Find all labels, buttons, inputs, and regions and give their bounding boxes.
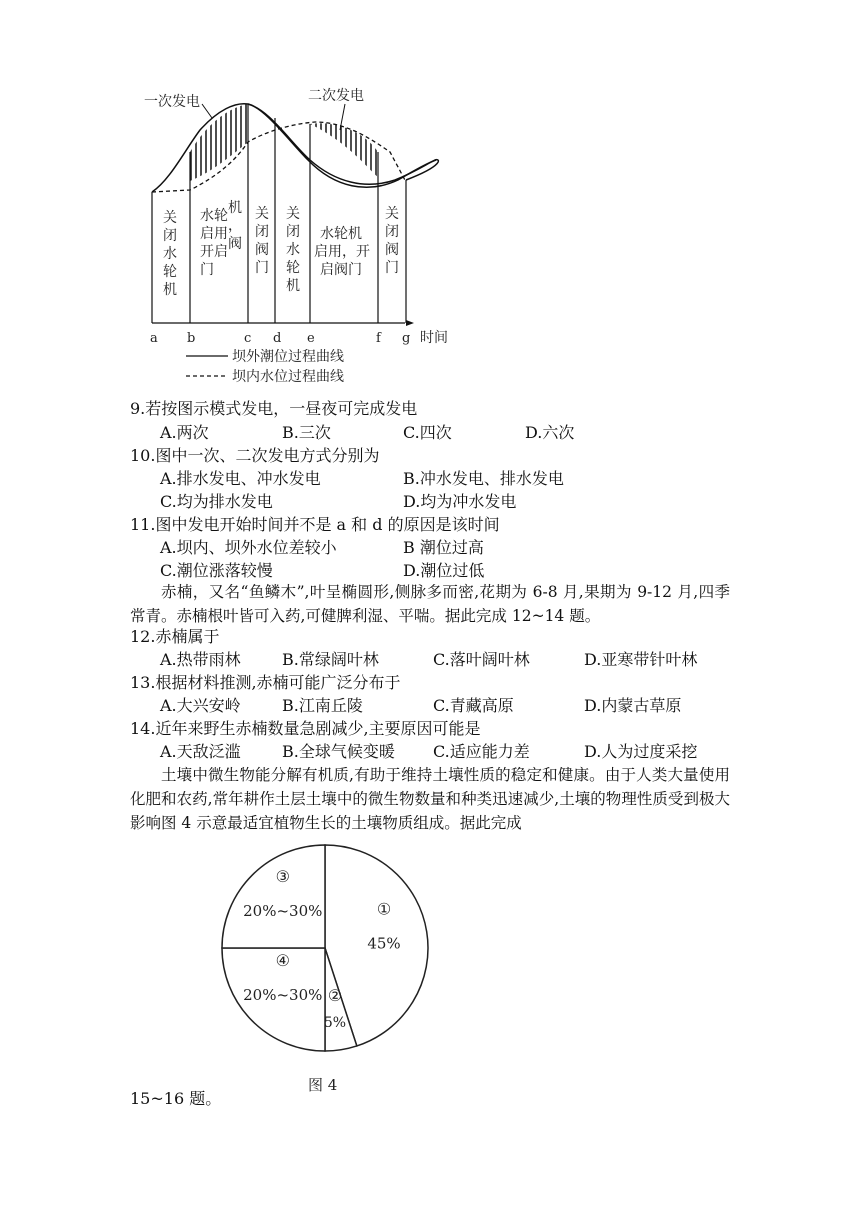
first-generation-hatch	[190, 104, 248, 181]
pie-slice-name-2: ②	[327, 986, 343, 1006]
svg-text:阀: 阀	[255, 242, 269, 258]
question-13-stem: 13.根据材料推测,赤楠可能广泛分布于	[130, 673, 401, 692]
svg-text:门: 门	[200, 262, 214, 278]
svg-text:机: 机	[163, 282, 177, 298]
zone-2-label: 水	[200, 208, 214, 224]
svg-text:阀: 阀	[228, 236, 242, 252]
q9-option-b[interactable]: B.三次	[282, 423, 331, 442]
q9-option-a[interactable]: A.两次	[160, 423, 209, 442]
svg-text:启阀门: 启阀门	[320, 262, 362, 278]
q11-option-d[interactable]: D.潮位过低	[403, 561, 485, 580]
svg-text:启用，开: 启用，开	[314, 244, 370, 260]
tick-b: b	[187, 331, 196, 346]
q14-option-d[interactable]: D.人为过度采挖	[584, 742, 698, 761]
legend-solid: 坝外潮位过程曲线	[232, 349, 344, 365]
question-12-stem: 12.赤楠属于	[130, 627, 220, 646]
q14-option-b[interactable]: B.全球气候变暖	[282, 742, 395, 761]
tick-f: f	[376, 331, 381, 346]
second-generation-hatch	[310, 123, 378, 177]
zone-3-label: 关	[255, 206, 269, 222]
question-14-stem: 14.近年来野生赤楠数量急剧减少,主要原因可能是	[130, 719, 481, 738]
zone-6-label: 关	[385, 206, 399, 222]
svg-text:水: 水	[286, 242, 300, 258]
svg-text:开: 开	[200, 244, 214, 260]
q11-option-a[interactable]: A.坝内、坝外水位差较小	[160, 538, 337, 557]
svg-text:用: 用	[214, 226, 228, 242]
q11-option-b[interactable]: B 潮位过高	[403, 538, 484, 557]
soil-composition-pie	[220, 840, 440, 1100]
pie-slice-label-1: 45%	[367, 934, 401, 953]
q13-option-a[interactable]: A.大兴安岭	[160, 696, 241, 715]
q11-option-c[interactable]: C.潮位涨落较慢	[160, 561, 273, 580]
svg-text:机: 机	[286, 278, 300, 294]
svg-text:闭: 闭	[385, 224, 399, 240]
question-9-stem: 9.若按图示模式发电，一昼夜可完成发电	[130, 399, 418, 418]
svg-text:轮: 轮	[286, 260, 300, 276]
tick-a: a	[150, 331, 158, 346]
q14-option-c[interactable]: C.适应能力差	[433, 742, 530, 761]
q13-option-b[interactable]: B.江南丘陵	[282, 696, 363, 715]
svg-text:闭: 闭	[163, 228, 177, 244]
q12-option-a[interactable]: A.热带雨林	[160, 650, 241, 669]
q13-option-d[interactable]: D.内蒙古草原	[584, 696, 682, 715]
tidal-power-figure	[140, 80, 490, 390]
x-axis-label: 时间	[420, 330, 448, 346]
zone-5-label: 水轮机	[320, 226, 362, 242]
q9-option-c[interactable]: C.四次	[403, 423, 452, 442]
q12-option-d[interactable]: D.亚寒带针叶林	[584, 650, 698, 669]
svg-text:门: 门	[255, 260, 269, 276]
pie-slice-label-3: 20%~30%	[243, 986, 323, 1005]
q9-option-d[interactable]: D.六次	[525, 423, 575, 442]
svg-text:门: 门	[385, 260, 399, 276]
passage-chinan: 赤楠，又名“鱼鳞木”,叶呈椭圆形,侧脉多而密,花期为 6-8 月,果期为 9-12 月,四季常青。赤楠根叶皆可入药,可健脾利湿、平喘。据此完成 12~14 题。	[130, 583, 730, 625]
legend-dashed: 坝内水位过程曲线	[232, 369, 344, 385]
pie-slice-name-1: ①	[376, 899, 392, 919]
passage-soil: 土壤中微生物能分解有机质,有助于维持土壤性质的稳定和健康。由于人类大量使用化肥和农药,常年耕作土层土壤中的微生物数量和种类迅速减少,土壤的物理性质受到极大影响图 4 示意最适宜植物生长的土壤物质组成。据此完成	[130, 766, 730, 832]
svg-text:，: ，	[228, 218, 242, 234]
zone-1-label: 关	[163, 210, 177, 226]
svg-text:阀: 阀	[385, 242, 399, 258]
pie-title: 图 4	[308, 1076, 338, 1094]
question-11-stem: 11.图中发电开始时间并不是 a 和 d 的原因是该时间	[130, 515, 500, 534]
svg-text:轮: 轮	[163, 264, 177, 280]
pie-slice-name-3: ④	[275, 951, 290, 971]
tick-g: g	[402, 331, 411, 346]
pie-slice-label-4: 20%~30%	[243, 901, 323, 920]
svg-text:闭: 闭	[255, 224, 269, 240]
q14-option-a[interactable]: A.天敌泛滥	[160, 742, 241, 761]
svg-text:启: 启	[214, 244, 228, 260]
tick-d: d	[273, 331, 282, 346]
svg-text:启: 启	[200, 226, 214, 242]
q10-option-a[interactable]: A.排水发电、冲水发电	[160, 469, 321, 488]
svg-text:轮: 轮	[214, 208, 228, 224]
svg-text:闭: 闭	[286, 224, 300, 240]
q12-option-c[interactable]: C.落叶阔叶林	[433, 650, 530, 669]
pie-slice-label-2: 5%	[323, 1015, 347, 1032]
zone-4-label: 关	[286, 206, 300, 222]
question-10-stem: 10.图中一次、二次发电方式分别为	[130, 446, 380, 465]
label-second-generation: 二次发电	[308, 88, 364, 104]
svg-text:水: 水	[163, 246, 177, 262]
q10-option-d[interactable]: D.均为冲水发电	[403, 492, 517, 511]
tick-e: e	[307, 331, 315, 346]
q10-option-b[interactable]: B.冲水发电、排水发电	[403, 469, 564, 488]
pie-slice-name-4: ③	[275, 866, 290, 886]
tick-c: c	[244, 331, 252, 346]
pie-slice-4	[222, 845, 325, 948]
svg-text:机: 机	[228, 200, 242, 216]
q12-option-b[interactable]: B.常绿阔叶林	[282, 650, 379, 669]
q13-option-c[interactable]: C.青藏高原	[433, 696, 514, 715]
passage-soil-end: 15~16 题。	[130, 1089, 222, 1108]
label-first-generation: 一次发电	[144, 94, 200, 110]
q10-option-c[interactable]: C.均为排水发电	[160, 492, 273, 511]
